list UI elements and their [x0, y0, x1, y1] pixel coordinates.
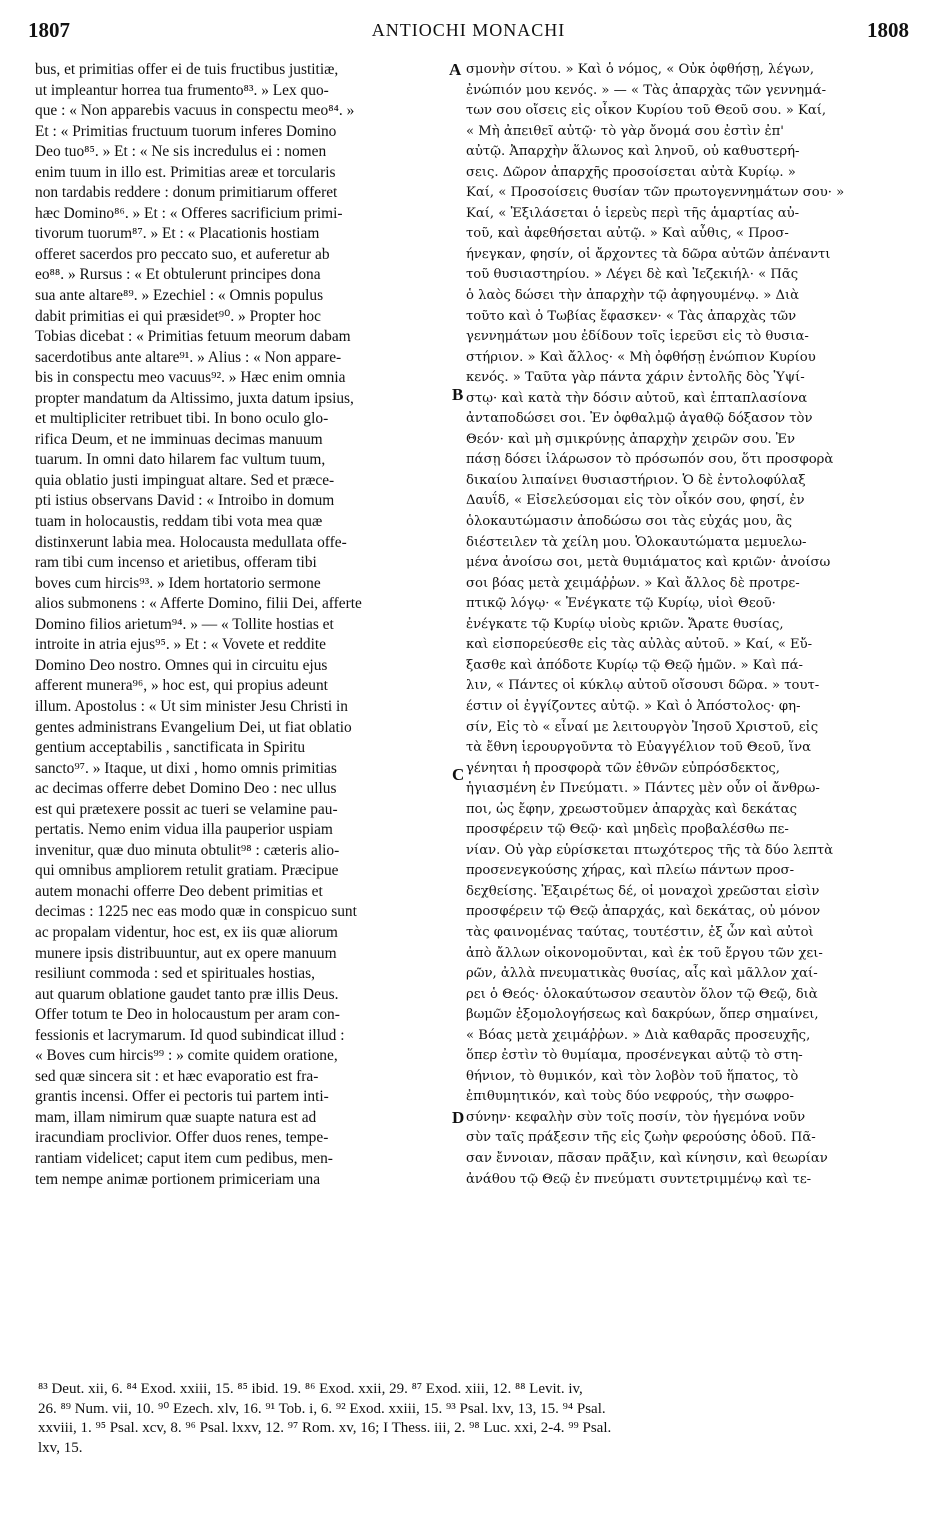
- greek-column: [466, 60, 906, 1190]
- page-header: [28, 18, 909, 48]
- latin-text-line: pti istius observans David : « Introibo in domum: [35, 492, 335, 510]
- latin-column: [35, 60, 465, 1190]
- latin-text-line: grantis incensi. Offer ei pectoris tui partem inti-: [35, 1088, 329, 1106]
- greek-text-line: Καί, « Ἐξιλάσεται ὁ ἱερεὺς περὶ τῆς ἁμαρτίας αὐ-: [466, 205, 800, 221]
- latin-text-line: propter mandatum da Altissimo, juxta datum ipsius,: [35, 389, 354, 407]
- latin-text-line: autem monachi offerre Deo debent primitias et: [35, 882, 323, 900]
- greek-text-line: σοι βόας μετὰ χειμάῤῥων. » Καὶ ἄλλος δὲ προτρε-: [466, 575, 800, 591]
- latin-text-line: tuam in holocaustis, reddam tibi vota mea quæ: [35, 513, 323, 531]
- greek-text-line: γένηται ἡ προσφορὰ τῶν ἐθνῶν εὐπρόσδεκτος,: [466, 760, 780, 776]
- latin-text-line: bis in conspectu meo vacuus⁹². » Hæc enim omnia: [35, 369, 346, 387]
- latin-text-line: Offer totum te Deo in holocaustum per aram con-: [35, 1006, 340, 1024]
- page-number-right: 1808: [867, 18, 909, 42]
- greek-text-line: μένα ἀνοίσω σοι, μετὰ θυμιάματος καὶ κριῶν· ἀνοίσω: [466, 555, 831, 571]
- greek-text-line: δικαίου λιπαίνει θυσιαστήριον. Ὁ δὲ ἐντολοφύλαξ: [466, 472, 806, 488]
- latin-text-line: gentes administrans Evangelium Dei, ut fiat oblatio: [35, 718, 352, 736]
- greek-text-line: σίν, Εἰς τὸ « εἶναί με λειτουργὸν Ἰησοῦ Χριστοῦ, εἰς: [466, 719, 819, 735]
- greek-text-line: ἀνταποδώσει σοι. Ἐν ὀφθαλμῷ ἀγαθῷ δόξασον τὸν: [466, 411, 813, 427]
- footnote-line: ⁸³ Deut. xii, 6. ⁸⁴ Exod. xxiii, 15. ⁸⁵ ibid. 19. ⁸⁶ Exod. xxii, 29. ⁸⁷ Exod. xiii, 12. ⁸⁸ Levit. iv,: [38, 1381, 583, 1397]
- latin-text-line: ac decimas offerre debet Domino Deo : nec ullus: [35, 780, 337, 798]
- greek-text-line: τὰ ἔθνη ἱερουργοῦντα τὸ Εὐαγγέλιον τοῦ Θεοῦ, ἵνα: [466, 740, 811, 756]
- greek-text-line: ρει ὁ Θεός· ὁλοκαύτωσον σεαυτὸν ὅλον τῷ Θεῷ, διὰ: [466, 986, 818, 1002]
- latin-text-line: rifica Deum, et ne imminuas decimas manuum: [35, 430, 323, 448]
- greek-text-line: θήνιον, τὸ θυμικόν, καὶ τὸν λοβὸν τοῦ ἥπατος, τὸ: [466, 1068, 799, 1084]
- greek-text-line: ὁ λαὸς δώσει τὴν ἀπαρχὴν τῷ ἀφηγουμένῳ. » Διὰ: [466, 288, 800, 304]
- latin-text-line: decimas : 1225 nec eas modo quæ in conspicuo sunt: [35, 903, 357, 921]
- latin-text-line: Domino Deo nostro. Omnes qui in circuitu ejus: [35, 656, 328, 674]
- greek-text-line: Καί, « Προσοίσεις θυσίαν τῶν πρωτογεννημάτων σου· »: [466, 185, 845, 201]
- greek-text-line: λιν, « Πάντες οἱ κύκλῳ αὐτοῦ οἴσουσι δῶρα. » τουτ-: [466, 678, 820, 694]
- greek-text-line: τοῦτο καὶ ὁ Τωβίας ἔφασκεν· « Τὰς ἀπαρχὰς τῶν: [466, 308, 797, 324]
- latin-text-line: et multipliciter retribuet tibi. In bono oculo glo-: [35, 410, 329, 428]
- greek-text-line: ἀπὸ ἄλλων οἰκονομοῦνται, καὶ ἐκ τοῦ ἔργου τῶν χει-: [466, 945, 823, 961]
- greek-text-line: γεννημάτων μου ἐδίδουν τοῖς ἱερεῦσι εἰς τὸ θυσια-: [466, 329, 809, 345]
- latin-text-line: tuarum. In omni dato hilarem fac vultum tuum,: [35, 451, 326, 469]
- latin-text-line: pertatis. Nemo enim vidua illa pauperior uspiam: [35, 821, 333, 839]
- latin-text-line: afferent munera⁹⁶, » hoc est, qui propius adeunt: [35, 677, 328, 695]
- greek-text-line: των σου οἴσεις εἰς οἶκον Κυρίου τοῦ Θεοῦ σου. » Καί,: [466, 103, 827, 119]
- greek-text-line: ἐνέγκατε τῷ Κυρίῳ υἱοὺς κριῶν. Ἄρατε θυσίας,: [466, 616, 784, 632]
- latin-text-line: iracundiam proclivior. Offer duos renes, tempe-: [35, 1129, 329, 1147]
- latin-text-line: mam, illam nimirum quæ suapte natura est ad: [35, 1108, 317, 1126]
- greek-text-line: « Βόας μετὰ χειμάῤῥων. » Διὰ καθαρᾶς προσευχῆς,: [466, 1027, 811, 1043]
- greek-text-line: βωμῶν ἐξομολογήσεως καὶ δακρύων, ὅπερ σημαίνει,: [466, 1007, 819, 1023]
- latin-text-line: bus, et primitias offer ei de tuis fructibus justitiæ,: [35, 61, 339, 78]
- greek-text-line: δεχθείσης. Ἐξαιρέτως δέ, οἱ μοναχοὶ χρεῶσται εἰσὶν: [466, 883, 820, 899]
- greek-text-line: κενός. » Ταῦτα γὰρ πάντα χάριν ἐντολῆς δὸς Ὑψί-: [466, 370, 805, 386]
- latin-text-line: boves cum hircis⁹³. » Idem hortatorio sermone: [35, 574, 321, 592]
- page-number-left: 1807: [28, 18, 70, 42]
- latin-text-line: aut quarum oblatione gaudet tanto præ illis Deus.: [35, 985, 339, 1003]
- greek-text-line: ὅπερ ἐστὶν τὸ θυμίαμα, προσένεγκαι αὐτῷ τὸ στη-: [466, 1048, 803, 1064]
- latin-text-line: ac propalam videntur, hoc est, ex iis quæ aliorum: [35, 923, 338, 941]
- greek-text-line: στήριον. » Καὶ ἄλλος· « Μὴ ὀφθήσῃ ἐνώπιον Κυρίου: [466, 349, 816, 365]
- latin-text-line: tivorum tuorum⁸⁷. » Et : « Placationis hostiam: [35, 225, 320, 243]
- latin-text-line: ram tibi cum incenso et arietibus, offeram tibi: [35, 554, 317, 572]
- greek-text-line: στῳ· καὶ κατὰ τὴν δόσιν αὐτοῦ, καὶ ἑπταπλασίονα: [466, 390, 808, 406]
- section-marker-a: A: [449, 60, 462, 79]
- footnotes: [38, 1380, 907, 1458]
- latin-text-line: enim tuum in illo est. Primitias areæ et torcularis: [35, 163, 336, 181]
- latin-text-line: invenitur, quæ duo minuta obtulit⁹⁸ : cæteris alio-: [35, 841, 340, 859]
- footnote-line: xxviii, 1. ⁹⁵ Psal. xcv, 8. ⁹⁶ Psal. lxxv, 12. ⁹⁷ Rom. xv, 16; I Thess. iii, 2. ⁹⁸ Luc. xxi, 2-4. ⁹⁹ Psal.: [38, 1420, 612, 1436]
- latin-text-line: Et : « Primitias fructuum tuorum inferes Domino: [35, 122, 337, 140]
- greek-text-line: τοῦ θυσιαστηρίου. » Λέγει δὲ καὶ Ἰεζεκιήλ· « Πᾶς: [466, 267, 799, 283]
- greek-text-line: τὰς φαινομένας ταύτας, τουτέστιν, ἐξ ὧν καὶ αὐτοὶ: [466, 924, 814, 940]
- latin-text-line: illum. Apostolus : « Ut sim minister Jesu Christi in: [35, 697, 348, 715]
- latin-text-line: dabit primitias ei qui præsidet⁹⁰. » Propter hoc: [35, 307, 321, 325]
- greek-text-line: ἐπιθυμητικόν, καὶ τοὺς δύο νεφρούς, τὴν σωφρο-: [466, 1089, 794, 1105]
- greek-text-line: τοῦ, καὶ ἀφεθήσεται αὐτῷ. » Καὶ αὖθις, « Προσ-: [466, 226, 789, 242]
- latin-text-line: qui omnibus ampliorem retulit gratiam. Præcipue: [35, 862, 339, 880]
- section-marker-b: B: [452, 385, 464, 404]
- section-marker-c: C: [452, 765, 465, 784]
- greek-text-line: Δαυΐδ, « Εἰσελεύσομαι εἰς τὸν οἶκόν σου, φησί, ἐν: [466, 493, 805, 509]
- latin-text-line: introite in atria ejus⁹⁵. » Et : « Vovete et reddite: [35, 636, 326, 654]
- greek-text-line: Θεόν· καὶ μὴ σμικρύνῃς ἀπαρχὴν χειρῶν σου. Ἐν: [466, 431, 796, 447]
- greek-text-line: σὺν ταῖς πράξεσιν τῆς εἰς ζωὴν φερούσης ὁδοῦ. Πᾶ-: [466, 1130, 816, 1146]
- latin-text-line: rantiam videlicet; caput item cum pedibus, men-: [35, 1149, 333, 1167]
- footnote-line: 26. ⁸⁹ Num. vii, 10. ⁹⁰ Ezech. xlv, 16. ⁹¹ Tob. i, 6. ⁹² Exod. xxiii, 15. ⁹³ Psal. lxv, 13, 15. ⁹⁴ Psal.: [38, 1400, 606, 1417]
- latin-text-line: hæc Domino⁸⁶. » Et : « Offeres sacrificium primi-: [35, 204, 343, 222]
- latin-text-line: ut impleantur horrea tua frumento⁸³. » Lex quo-: [35, 81, 329, 99]
- latin-text-line: fessionis et lacrymarum. Id quod subindicat illud :: [35, 1026, 345, 1044]
- latin-text-line: sacerdotibus ante altare⁹¹. » Alius : « Non appare-: [35, 348, 342, 366]
- greek-text-line: αὐτῷ. Ἀπαρχὴν ἅλωνος καὶ ληνοῦ, οὐ καθυστερή-: [466, 144, 800, 160]
- latin-text-line: resiliunt commoda : sed et spirituales hostias,: [35, 965, 315, 983]
- latin-text-line: munere ipsis distribuuntur, aut ex opere manuum: [35, 944, 337, 962]
- greek-text-line: ὁλοκαυτώμασιν ἀποδώσω σοι τὰς εὐχάς μου, ἃς: [466, 514, 793, 530]
- greek-text-line: ήνεγκαν, φησίν, οἱ ἄρχοντες τὰ δῶρα αὐτῶν ἀπέναντι: [466, 246, 831, 262]
- greek-text-line: διέστειλεν τὰ χείλη μου. Ὁλοκαυτώματα μεμυελω-: [466, 534, 807, 550]
- greek-text-line: προσφέρειν τῷ Θεῷ· καὶ μηδεὶς προβαλέσθω πε-: [466, 822, 789, 838]
- latin-text-line: distinxerunt labia mea. Holocausta medullata offe-: [35, 533, 347, 551]
- latin-text-line: tem nempe animæ portionem primiceriam una: [35, 1170, 321, 1188]
- greek-text-line: προσφέρειν τῷ Θεῷ ἀπαρχάς, καὶ δεκάτας, οὐ μόνον: [466, 904, 821, 920]
- running-title: ANTIOCHI MONACHI: [371, 20, 566, 40]
- latin-text-line: offeret sacerdos pro peccato suo, et auferetur ab: [35, 245, 330, 263]
- latin-text-line: Domino filios arietum⁹⁴. » — « Tollite hostias et: [35, 615, 334, 633]
- greek-text-line: « Μὴ ἀπειθεῖ αὐτῷ· τὸ γὰρ ὄνομά σου ἐστὶν ἐπ': [466, 123, 784, 139]
- latin-text-line: non tardabis reddere : donum primitiarum offeret: [35, 184, 338, 202]
- greek-text-line: ποι, ὡς ἔφην, χρεωστοῦμεν ἀπαρχὰς καὶ δεκάτας: [466, 801, 798, 817]
- latin-text-line: « Boves cum hircis⁹⁹ : » comite quidem oratione,: [35, 1047, 338, 1065]
- latin-text-line: est qui prætexere possit ac tueri se velamine pau-: [35, 800, 338, 818]
- greek-text-line: σύνην· κεφαλὴν σὺν τοῖς ποσίν, τὸν ἡγεμόνα νοῦν: [466, 1109, 806, 1125]
- latin-text-line: sed quæ sincera sit : et hæc evaporatio est fra-: [35, 1067, 319, 1085]
- latin-text-line: eo⁸⁸. » Rursus : « Et obtulerunt principes dona: [35, 266, 321, 284]
- latin-text-line: sancto⁹⁷. » Itaque, ut dixi , homo omnis primitias: [35, 759, 337, 777]
- footnote-line: lxv, 15.: [38, 1439, 83, 1456]
- greek-text-line: σμονὴν σίτου. » Καὶ ὁ νόμος, « Οὐκ ὀφθήσῃ, λέγων,: [466, 62, 815, 77]
- latin-text-line: gentium acceptabilis , sanctificata in Spiritu: [35, 739, 306, 757]
- greek-text-line: πάσῃ δόσει ἱλάρωσον τὸ πρόσωπόν σου, ὅτι προσφορὰ: [466, 452, 834, 468]
- greek-text-line: νίαν. Οὐ γὰρ εὑρίσκεται πτωχότερος τῆς τὰ δύο λεπτὰ: [466, 842, 834, 858]
- latin-text-line: Tobias dicebat : « Primitias fetuum meorum dabam: [35, 328, 351, 346]
- latin-text-line: sua ante altare⁸⁹. » Ezechiel : « Omnis populus: [35, 287, 324, 305]
- greek-text-line: ἐνώπιόν μου κενός. » — « Τὰς ἀπαρχὰς τῶν γεννημά-: [466, 82, 827, 98]
- greek-text-line: σαν ἔννοιαν, πᾶσαν πρᾶξιν, καὶ κίνησιν, καὶ θεωρίαν: [466, 1150, 828, 1166]
- greek-text-line: προσενεγκούσης χήρας, καὶ πλείω πάντων προσ-: [466, 863, 795, 879]
- greek-text-line: ἀνάθου τῷ Θεῷ ἐν πνεύματι συντετριμμένῳ καὶ τε-: [466, 1171, 812, 1187]
- greek-text-line: έστιν οἱ ἐγγίζοντες αὐτῷ. » Καὶ ὁ Ἀπόστολος· φη-: [466, 698, 801, 714]
- greek-text-line: καὶ εἰσπορεύεσθε εἰς τὰς αὐλὰς αὐτοῦ. » Καί, « Εὔ-: [466, 637, 813, 653]
- greek-text-line: ρῶν, ἀλλὰ πνευματικὰς θυσίας, αἷς καὶ μᾶλλον χαί-: [466, 966, 818, 982]
- latin-text-line: Deo tuo⁸⁵. » Et : « Ne sis incredulus ei : nomen: [35, 143, 327, 161]
- latin-text-line: quia oblatio justi impinguat altare. Sed et præce-: [35, 471, 335, 489]
- greek-text-line: σεις. Δῶρον ἀπαρχῆς προσοίσεται αὐτὰ Κυρίῳ. »: [466, 164, 796, 180]
- greek-text-line: ξασθε καὶ ἀπόδοτε Κυρίῳ τῷ Θεῷ ἡμῶν. » Καὶ πά-: [466, 657, 803, 673]
- latin-text-line: que : « Non apparebis vacuus in conspectu meo⁸⁴. »: [35, 102, 355, 120]
- greek-text-line: ἡγιασμένη ἐν Πνεύματι. » Πάντες μὲν οὖν οἱ ἄνθρω-: [466, 781, 820, 797]
- latin-text-line: alios submonens : « Afferte Domino, filii Dei, afferte: [35, 595, 362, 613]
- section-marker-d: D: [452, 1108, 465, 1127]
- greek-text-line: πτικῷ λόγῳ· « Ἐνέγκατε τῷ Κυρίῳ, υἱοὶ Θεοῦ·: [466, 596, 776, 612]
